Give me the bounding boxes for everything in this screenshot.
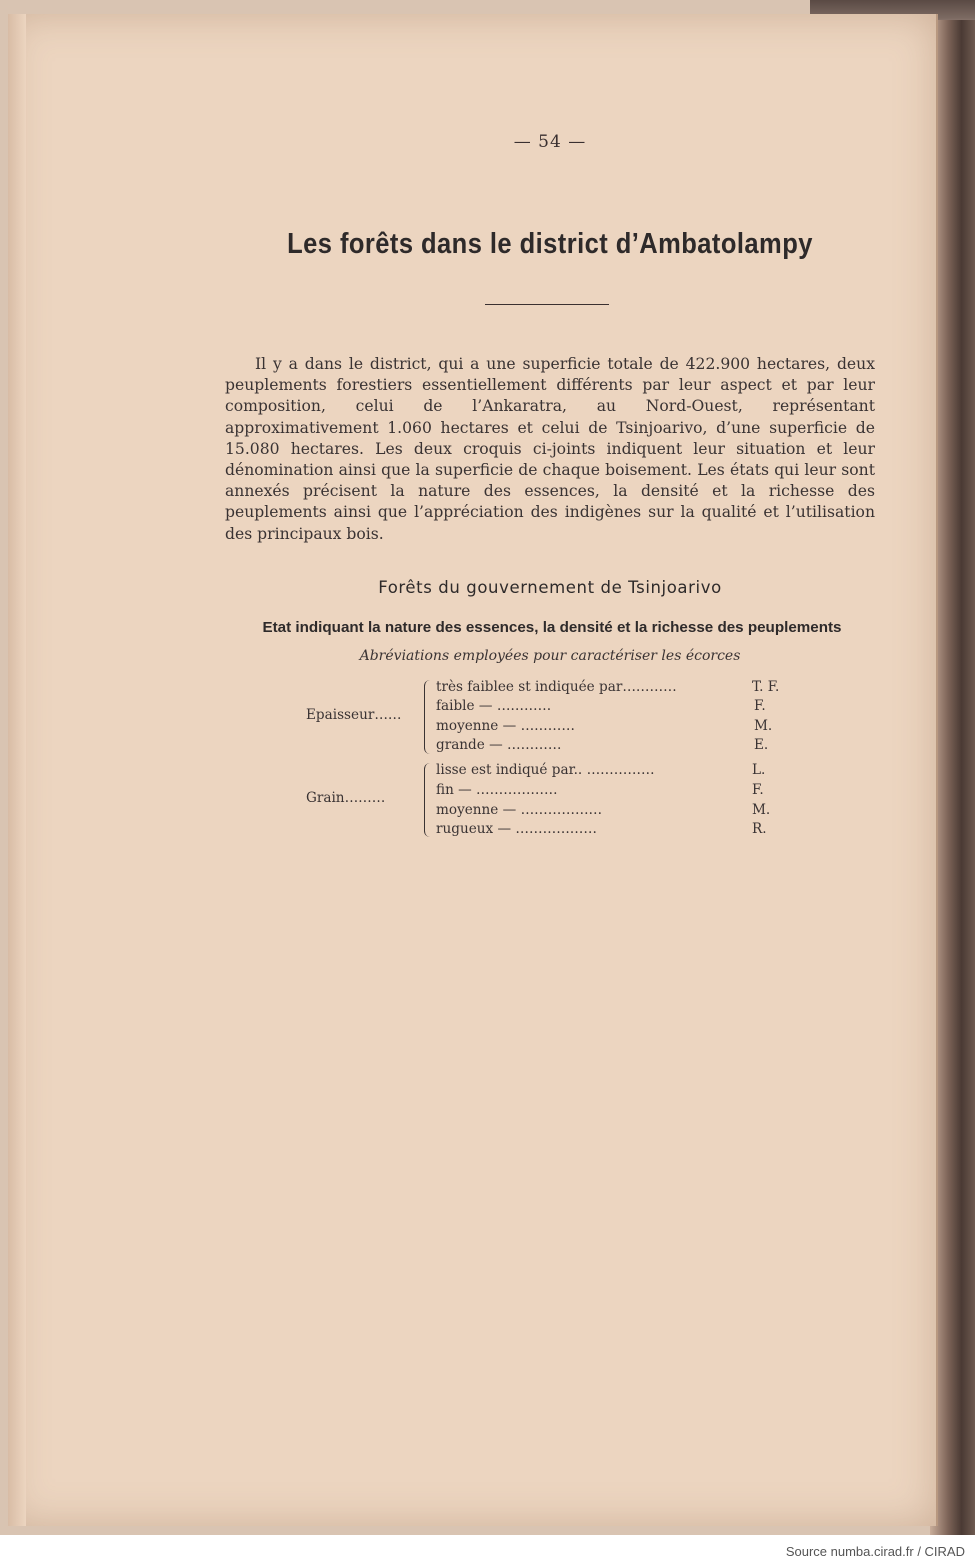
epaisseur-row-1 bbox=[436, 679, 677, 695]
abbreviations-title: Abréviations employées pour caractériser les écorces bbox=[359, 648, 741, 664]
grain-row-2-code: F. bbox=[752, 782, 764, 798]
grain-row-3 bbox=[436, 802, 602, 818]
epaisseur-row-4 bbox=[436, 737, 561, 753]
epaisseur-row-3-code: M. bbox=[754, 718, 773, 734]
epaisseur-row-1-text: très faiblee st indiquée par………… bbox=[436, 679, 677, 695]
epaisseur-row-4-code: E. bbox=[754, 737, 769, 753]
section-title: Forêts du gouvernement de Tsinjoarivo bbox=[378, 578, 722, 597]
page-title: Les forêts dans le district d’Ambatolampy bbox=[287, 228, 813, 260]
grain-row-1 bbox=[436, 762, 655, 778]
epaisseur-row-3-text: moyenne — ………… bbox=[436, 718, 575, 734]
epaisseur-row-4-text: grande — ………… bbox=[436, 737, 562, 753]
grain-row-1-text: lisse est indiqué par.. …………… bbox=[436, 762, 655, 778]
grain-row-1-code: L. bbox=[752, 762, 766, 778]
epaisseur-label: Epaisseur…… bbox=[306, 707, 402, 723]
grain-row-2 bbox=[436, 782, 558, 798]
grain-row-4-text: rugueux — ……………… bbox=[436, 821, 597, 837]
grain-row-3-text: moyenne — ……………… bbox=[436, 802, 603, 818]
epaisseur-row-2-text: faible — ………… bbox=[436, 698, 552, 714]
epaisseur-row-2 bbox=[436, 698, 551, 714]
table-title: Etat indiquant la nature des essences, la densité et la richesse des peuplements bbox=[262, 619, 842, 636]
intro-paragraph: Il y a dans le district, qui a une superficie totale de 422.900 hectares, deux peuplements forestiers essentiellement différents par leur aspect et par leur composition, celui de l’Ankaratra, au Nord-Ouest, représentant approximativement 1.060 hectares et celui de Tsinjoarivo, d’une superficie de 15.080 hectares. Les deux croquis ci-joints indiquent leur situation et leur dénomination ainsi que la superficie de chaque boisement. Les états qui leur sont annexés précisent la nature des essences, la densité et la richesse des peuplements ainsi que l’appréciation des indigènes sur la qualité et l’utilisation des principaux bois. bbox=[225, 355, 875, 543]
epaisseur-row-1-code: T. F. bbox=[752, 679, 780, 695]
source-credit: Source numba.cirad.fr / CIRAD bbox=[785, 1544, 965, 1559]
grain-row-3-code: M. bbox=[752, 802, 771, 818]
grain-row-4 bbox=[436, 821, 597, 837]
grain-row-2-text: fin — ……………… bbox=[436, 782, 558, 798]
epaisseur-row-2-code: F. bbox=[754, 698, 766, 714]
grain-label: Grain……… bbox=[306, 790, 386, 806]
grain-brace bbox=[424, 763, 433, 837]
grain-row-4-code: R. bbox=[752, 821, 767, 837]
page-left-edge bbox=[8, 14, 26, 1526]
page-number: — 54 — bbox=[513, 132, 587, 152]
epaisseur-brace bbox=[424, 680, 433, 754]
epaisseur-row-3 bbox=[436, 718, 575, 734]
title-rule bbox=[485, 304, 609, 305]
